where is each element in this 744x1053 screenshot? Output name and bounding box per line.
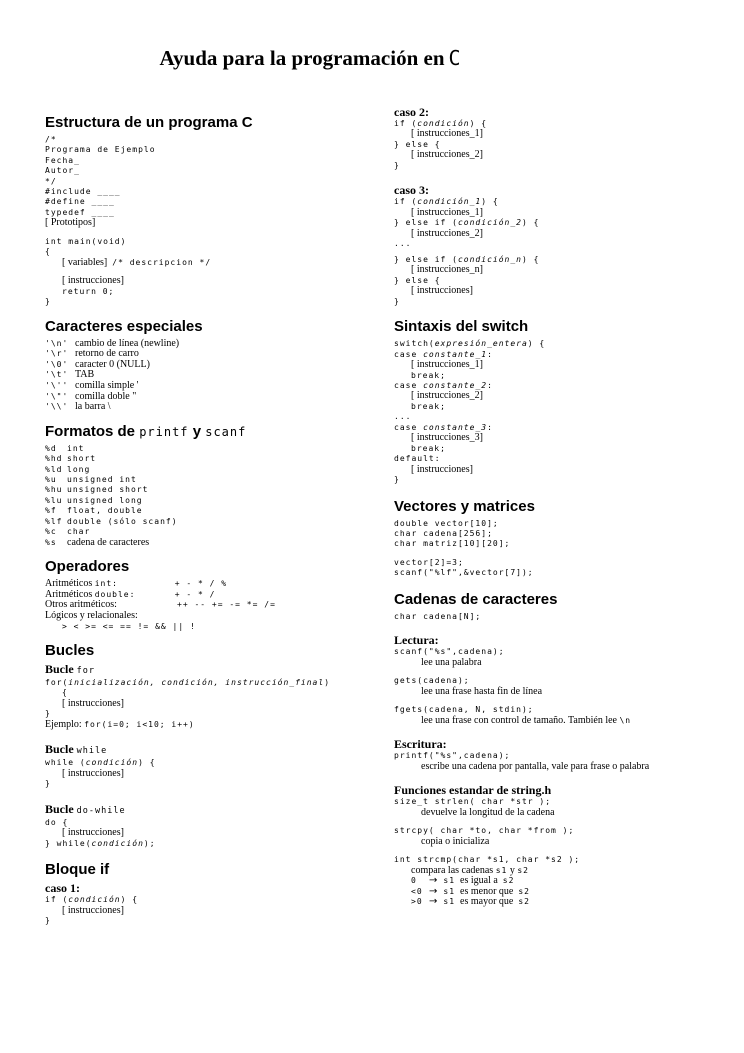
ejemplo-line <box>45 720 380 731</box>
heading-bucle-for <box>45 663 380 678</box>
ejemplo-label: Ejemplo: <box>45 718 82 730</box>
list-item <box>45 454 380 464</box>
code-part-italic: condición_n <box>457 254 522 264</box>
formatos-scanf: scanf <box>205 424 247 439</box>
instr-line: [ instrucciones_2] <box>411 149 483 161</box>
code-part-italic: constante_2 <box>423 381 488 391</box>
formatos-list <box>45 444 380 527</box>
section-switch <box>394 318 724 485</box>
section-caso2 <box>394 106 724 171</box>
desc-line <box>394 866 724 877</box>
char-code: '\n' <box>45 338 69 348</box>
list-item <box>45 506 380 516</box>
format-desc: float, double <box>67 506 143 516</box>
strcmp-results <box>394 876 724 908</box>
bucle-kw: for <box>76 666 96 677</box>
default-line: default: <box>394 454 441 464</box>
list-item <box>45 517 380 527</box>
op-row <box>45 579 380 590</box>
code-part-italic: condición <box>417 119 470 128</box>
desc-code: s2 <box>517 865 529 875</box>
formatos-printf: printf <box>139 424 189 439</box>
instr-line: [ instrucciones_1] <box>411 128 483 140</box>
code-line: double vector[10]; <box>394 518 499 528</box>
switch-line <box>394 339 724 349</box>
cmp-text: es menor que <box>460 885 514 897</box>
instr-line: [ instrucciones_3] <box>411 432 483 444</box>
code-part-italic: condición <box>91 838 144 848</box>
code-part: : <box>487 381 493 391</box>
title-text: Ayuda para la programación en <box>159 46 445 70</box>
ejemplo-code: for(i=0; i<10; i++) <box>84 719 195 729</box>
section-operadores <box>45 558 380 632</box>
op-ops: + - * / <box>174 589 216 599</box>
code-line: Programa de Ejemplo <box>45 145 156 155</box>
bucle-label: Bucle <box>45 801 74 816</box>
caracteres-list <box>45 339 380 413</box>
section-formatos <box>45 423 380 548</box>
section-caracteres <box>45 318 380 413</box>
format-code: %hd <box>45 454 63 464</box>
prototipos-line: [ Prototipos] <box>45 217 96 229</box>
code-line: char matriz[10][20]; <box>394 539 511 549</box>
code-line: scanf("%lf",&vector[7]); <box>394 568 534 578</box>
char-desc: retorno de carro <box>75 348 139 360</box>
instr-line: [ instrucciones] <box>62 827 124 839</box>
heading-switch: Sintaxis del switch <box>394 318 529 336</box>
desc-line <box>394 716 724 727</box>
close-brace: } <box>394 161 400 170</box>
op-logicos: > < >= <= == != && || ! <box>62 621 196 631</box>
code-part-italic: condición <box>68 895 121 905</box>
op-type: int: <box>94 579 118 589</box>
desc-line: escribe una cadena por pantalla, vale para frase o palabra <box>421 760 650 772</box>
cmp-s1: s1 <box>443 897 456 907</box>
page-title <box>0 46 620 71</box>
instr-line: [ instrucciones] <box>411 285 473 297</box>
list-item <box>45 402 380 413</box>
desc-code: \n <box>619 715 632 725</box>
code-line: */ <box>45 176 57 186</box>
code-line: char cadena[N]; <box>394 611 482 621</box>
op-label: Aritméticos <box>45 578 93 590</box>
cmp-value: 0 <box>411 876 417 886</box>
heading-vectores: Vectores y matrices <box>394 497 535 515</box>
code-line: /* <box>45 135 57 144</box>
close-brace: } <box>394 296 400 306</box>
code-line: strcpy( char *to, char *from ); <box>394 826 575 836</box>
heading-formatos <box>45 423 380 441</box>
list-item <box>45 360 380 371</box>
cmp-s2: s2 <box>518 897 530 907</box>
char-desc: TAB <box>75 369 95 381</box>
else-line: } else { <box>394 140 441 149</box>
title-lang: C <box>448 46 461 70</box>
heading-lectura: Lectura: <box>394 633 439 648</box>
code-line: fgets(cadena, N, stdin); <box>394 705 534 715</box>
format-desc: unsigned int <box>67 475 137 485</box>
close-brace: } <box>45 779 51 789</box>
else-line: } else { <box>394 275 441 285</box>
format-code: %s <box>45 537 57 547</box>
code-line: typedef ____ <box>45 207 115 217</box>
op-row: Lógicos y relacionales: <box>45 610 138 622</box>
cmp-s2: s2 <box>518 886 530 896</box>
close-brace: } <box>45 916 51 926</box>
code-part: if ( <box>45 895 69 905</box>
cmp-s1: s1 <box>443 876 456 886</box>
variables-line <box>45 258 380 269</box>
break-line: break; <box>411 443 446 453</box>
list-item <box>394 897 724 908</box>
bucle-label: Bucle <box>45 662 74 677</box>
cmp-s1: s1 <box>443 886 456 896</box>
heading-bucle-while <box>45 743 380 758</box>
code-part: } else if ( <box>394 218 458 228</box>
list-item <box>45 475 380 485</box>
code-part: switch( <box>394 339 435 349</box>
instr-line: [ instrucciones] <box>62 697 124 709</box>
code-line: #define ____ <box>45 197 115 207</box>
op-ops: ++ -- += -= *= /= <box>177 600 276 610</box>
desc-code: s1 <box>495 865 508 875</box>
instr-line: [ instrucciones_2] <box>411 390 483 402</box>
heading-cadenas: Cadenas de caracteres <box>394 590 558 608</box>
section-bloque-if <box>45 861 380 926</box>
section-caso3 <box>394 184 724 307</box>
break-line: break; <box>411 402 446 412</box>
instr-line: [ instrucciones] <box>62 904 124 916</box>
heading-caso2: caso 2: <box>394 105 429 119</box>
char-code: '\'' <box>45 381 69 391</box>
char-code: '\r' <box>45 349 69 359</box>
instr-line: [ instrucciones_n] <box>411 264 483 276</box>
char-code: '\0' <box>45 359 69 369</box>
instr-line: [ instrucciones_1] <box>411 359 483 371</box>
format-desc: int <box>67 443 85 453</box>
format-code: %c <box>45 527 57 537</box>
op-label: Otros aritméticos: <box>45 599 117 611</box>
desc-line: lee una palabra <box>421 656 482 668</box>
code-line: #include ____ <box>45 187 121 197</box>
char-desc: cambio de línea (newline) <box>75 337 180 349</box>
code-part-italic: condición_1 <box>417 197 482 207</box>
code-part: ) { <box>521 218 540 228</box>
section-vectores <box>394 498 724 579</box>
code-line: size_t strlen( char *str ); <box>394 797 552 807</box>
char-desc: caracter 0 (NULL) <box>75 358 150 370</box>
desc-line: devuelve la longitud de la cadena <box>421 806 555 818</box>
cmp-text: es mayor que <box>460 896 514 908</box>
desc-text: y <box>509 864 515 876</box>
arrow-right-icon: → <box>429 875 438 887</box>
code-part: if ( <box>394 119 418 128</box>
code-line: int strcmp(char *s1, char *s2 ); <box>394 855 581 865</box>
open-brace: { <box>45 247 51 257</box>
format-code: %d <box>45 443 57 453</box>
list-item <box>45 444 380 454</box>
cmp-value: <0 <box>411 886 423 896</box>
code-part-italic: condición <box>85 758 139 768</box>
code-part: case <box>394 422 418 432</box>
format-desc: long <box>67 464 91 474</box>
close-brace: } <box>394 475 400 485</box>
heading-escritura: Escritura: <box>394 737 447 752</box>
list-item <box>45 538 380 549</box>
format-desc: cadena de caracteres <box>67 536 150 548</box>
bucle-kw: while <box>76 746 108 757</box>
close-brace: } <box>45 297 51 307</box>
format-desc: char <box>67 527 91 537</box>
dots-line: ... <box>394 412 412 422</box>
section-bucles <box>45 642 380 849</box>
code-part-italic: constante_1 <box>423 349 488 359</box>
char-code: '\"' <box>45 391 69 401</box>
code-part: } else if ( <box>394 254 458 264</box>
list-item <box>45 485 380 495</box>
bucle-kw: do-while <box>76 805 126 816</box>
bucle-label: Bucle <box>45 742 74 757</box>
code-line: printf("%s",cadena); <box>394 751 511 761</box>
char-code: '\\' <box>45 402 69 412</box>
variables-comment: /* descripcion */ <box>112 257 212 267</box>
code-part-italic: expresión_entera <box>434 339 528 349</box>
char-desc: comilla doble " <box>75 390 137 402</box>
code-part: case <box>394 349 418 359</box>
heading-funciones: Funciones estandar de string.h <box>394 783 552 798</box>
format-code: %u <box>45 475 57 485</box>
code-part: ) { <box>521 254 540 264</box>
format-code: %hu <box>45 485 63 495</box>
code-line: vector[2]=3; <box>394 557 464 567</box>
code-part: if ( <box>394 197 418 207</box>
desc-line: copia o inicializa <box>421 835 490 847</box>
code-part: for( <box>45 678 69 688</box>
code-part: while ( <box>45 758 86 768</box>
desc-line: lee una frase hasta fin de línea <box>421 685 543 697</box>
desc-text: lee una frase con control de tamaño. También lee <box>421 714 617 726</box>
instr-line: [ instrucciones] <box>62 767 124 779</box>
format-code: %lu <box>45 495 63 505</box>
heading-caso3: caso 3: <box>394 183 429 198</box>
instr-line: [ instrucciones_2] <box>411 227 483 239</box>
char-code: '\t' <box>45 370 69 380</box>
break-line: break; <box>411 370 446 380</box>
code-line: Autor_ <box>45 166 80 176</box>
formatos-heading-text: Formatos de <box>45 422 136 440</box>
do-line: do { <box>45 817 69 827</box>
close-brace: } <box>45 709 51 719</box>
code-part: ) { <box>120 895 139 905</box>
section-cadenas <box>394 591 724 908</box>
code-part: ); <box>143 838 156 848</box>
code-part: ) <box>324 678 331 688</box>
code-part: ) { <box>469 119 488 128</box>
format-desc: unsigned short <box>67 485 149 495</box>
code-part: ) { <box>138 758 156 768</box>
char-desc: comilla simple ' <box>75 380 139 392</box>
heading-estructura: Estructura de un programa C <box>45 114 253 131</box>
list-item <box>394 876 724 887</box>
code-line: gets(cadena); <box>394 676 470 686</box>
code-part-italic: inicialización, condición, instrucción_final <box>68 678 325 688</box>
for-line <box>45 678 380 688</box>
instr-line: [ instrucciones] <box>411 463 473 475</box>
format-code: %lf <box>45 516 63 526</box>
heading-caracteres: Caracteres especiales <box>45 317 203 335</box>
op-ops: + - * / % <box>174 579 228 589</box>
format-code: %ld <box>45 464 63 474</box>
return-line: return 0; <box>62 286 115 296</box>
list-item <box>45 465 380 475</box>
instr-line: [ instrucciones_1] <box>411 206 483 218</box>
dots-line: ... <box>394 239 412 249</box>
format-code: %f <box>45 506 57 516</box>
op-label: Aritméticos <box>45 588 93 600</box>
heading-caso1: caso 1: <box>45 881 80 896</box>
code-part: } while( <box>45 838 92 848</box>
desc-text: compara las cadenas <box>411 864 494 876</box>
code-line: char cadena[256]; <box>394 529 493 539</box>
code-line: Fecha_ <box>45 155 80 165</box>
list-item <box>45 496 380 506</box>
dowhile-close-line <box>45 839 380 849</box>
format-desc: unsigned long <box>67 495 143 505</box>
cmp-text: es igual a <box>460 875 498 887</box>
code-line: scanf("%s",cadena); <box>394 647 505 657</box>
heading-bucle-dowhile <box>45 803 380 818</box>
code-part: : <box>487 422 493 432</box>
char-desc: la barra \ <box>75 401 111 413</box>
variables-text: [ variables] <box>62 256 108 268</box>
cmp-value: >0 <box>411 897 423 907</box>
arrow-right-icon: → <box>429 885 438 897</box>
code-part: ) { <box>481 197 499 207</box>
heading-bucles: Bucles <box>45 642 95 660</box>
formatos-y: y <box>192 422 202 440</box>
list-item <box>394 887 724 898</box>
left-column <box>45 104 380 927</box>
main-line: int main(void) <box>45 236 127 246</box>
code-part: : <box>487 349 493 359</box>
code-part-italic: constante_3 <box>423 422 488 432</box>
format-desc: double (sólo scanf) <box>67 516 178 526</box>
format-desc: short <box>67 454 97 464</box>
op-type: double: <box>94 589 136 599</box>
instrucciones-line: [ instrucciones] <box>62 275 124 287</box>
code-part: case <box>394 381 418 391</box>
cmp-s2: s2 <box>502 876 515 886</box>
code-part: ) { <box>527 339 546 349</box>
arrow-right-icon: → <box>429 896 438 908</box>
heading-bloque-if: Bloque if <box>45 861 110 879</box>
heading-operadores: Operadores <box>45 558 130 576</box>
open-brace: { <box>62 688 68 698</box>
section-estructura <box>45 114 380 308</box>
code-part-italic: condición_2 <box>457 218 522 228</box>
right-column <box>394 104 724 908</box>
